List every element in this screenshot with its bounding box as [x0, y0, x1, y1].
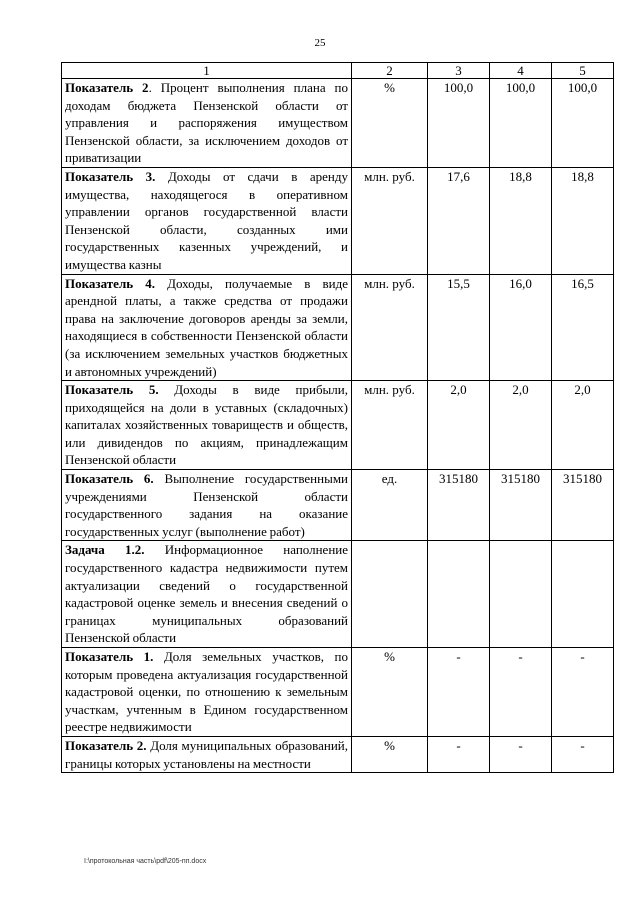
row-value-1: 315180	[428, 470, 490, 541]
row-label: Показатель 2.	[65, 737, 147, 753]
row-value-1: 100,0	[428, 79, 490, 168]
row-value-1: -	[428, 648, 490, 737]
row-text: Информационное наполнение государственного кадастра недвижимости путем актуализации сведений о государственной кадастровой оценке земель и внесения сведений о границах муниципальных образований Пензенской области	[65, 542, 349, 646]
page-number: 25	[314, 37, 326, 49]
row-label: Показатель 3.	[65, 168, 156, 184]
row-unit: млн. руб.	[352, 167, 428, 274]
row-value-1: 15,5	[428, 274, 490, 381]
row-value-2: -	[490, 736, 552, 772]
row-value-2: -	[490, 648, 552, 737]
row-label: Показатель 1.	[65, 649, 154, 664]
table-row	[62, 167, 614, 274]
row-text: Доходы в виде прибыли, приходящейся на доли в уставных (складочных) капиталах хозяйственных товариществ и обществ, или дивидендов по акциям, принадлежащим Пензенской области	[65, 382, 348, 468]
row-value-3: 100,0	[552, 79, 614, 168]
row-value-2: 16,0	[490, 274, 552, 381]
footer-file-path: I:\протокольная часть\pdf\205-пп.docx	[84, 858, 207, 865]
row-value-1: -	[428, 736, 490, 772]
row-value-3: -	[552, 736, 614, 772]
row-label: Показатель 2	[65, 80, 149, 95]
row-value-3: 2,0	[552, 381, 614, 470]
row-description	[62, 381, 352, 470]
table-header-row	[62, 63, 614, 79]
row-unit: млн. руб.	[352, 274, 428, 381]
row-unit: %	[352, 79, 428, 168]
row-unit: %	[352, 736, 428, 772]
row-value-1: 2,0	[428, 381, 490, 470]
table-row	[62, 648, 614, 737]
row-value-3: 18,8	[552, 167, 614, 274]
table-row	[62, 79, 614, 168]
row-label: Показатель 4.	[65, 275, 155, 291]
row-text: Доля земельных участков, по которым проведена актуализация государственной кадастровой оценки, по отношению к земельным участкам, учтенным в Едином государственном реестре недвижимости	[65, 649, 348, 735]
row-unit: %	[352, 648, 428, 737]
row-value-2	[490, 541, 552, 648]
row-text: . Процент выполнения плана по доходам бюджета Пензенской области от управления и распоряжения имуществом Пензенской области, за исключением доходов от приватизации	[65, 80, 348, 166]
header-col-3: 3	[428, 63, 490, 79]
row-value-3	[552, 541, 614, 648]
row-label: Задача 1.2.	[65, 542, 145, 558]
header-col-5: 5	[552, 63, 614, 79]
header-col-1: 1	[62, 63, 352, 79]
row-description	[62, 541, 352, 648]
row-value-1	[428, 541, 490, 648]
row-description	[62, 470, 352, 541]
table-row	[62, 274, 614, 381]
row-label: Показатель 6.	[65, 471, 154, 487]
row-unit	[352, 541, 428, 648]
row-description	[62, 79, 352, 168]
row-text: Выполнение государственными учреждениями Пензенской области государственного задания на оказание государственных услуг (выполнение работ)	[65, 471, 349, 539]
table-row	[62, 541, 614, 648]
row-value-3: 315180	[552, 470, 614, 541]
table-row	[62, 381, 614, 470]
row-value-2: 18,8	[490, 167, 552, 274]
row-text: Доходы, получаемые в виде арендной платы, а также средства от продажи права на заключение договоров аренды за земли, находящиеся в собственности Пензенской области (за исключением земельных участков бюджетных и автономных учреждений)	[65, 275, 348, 379]
row-unit: ед.	[352, 470, 428, 541]
row-value-2: 100,0	[490, 79, 552, 168]
row-label: Показатель 5.	[65, 382, 159, 398]
row-description	[62, 736, 352, 772]
row-unit: млн. руб.	[352, 381, 428, 470]
table-row	[62, 470, 614, 541]
indicators-table	[61, 62, 614, 773]
row-value-3: 16,5	[552, 274, 614, 381]
table-row	[62, 736, 614, 772]
row-description	[62, 648, 352, 737]
row-description	[62, 274, 352, 381]
header-col-4: 4	[490, 63, 552, 79]
row-value-2: 2,0	[490, 381, 552, 470]
row-text: Доходы от сдачи в аренду имущества, находящегося в оперативном управлении органов государственной власти Пензенской области, созданных ими государственных казенных учреждений, и имущества казны	[65, 168, 348, 272]
row-text: Доля муниципальных образований, границы которых установлены на местности	[65, 737, 348, 771]
header-col-2: 2	[352, 63, 428, 79]
row-value-1: 17,6	[428, 167, 490, 274]
row-value-2: 315180	[490, 470, 552, 541]
row-value-3: -	[552, 648, 614, 737]
row-description	[62, 167, 352, 274]
